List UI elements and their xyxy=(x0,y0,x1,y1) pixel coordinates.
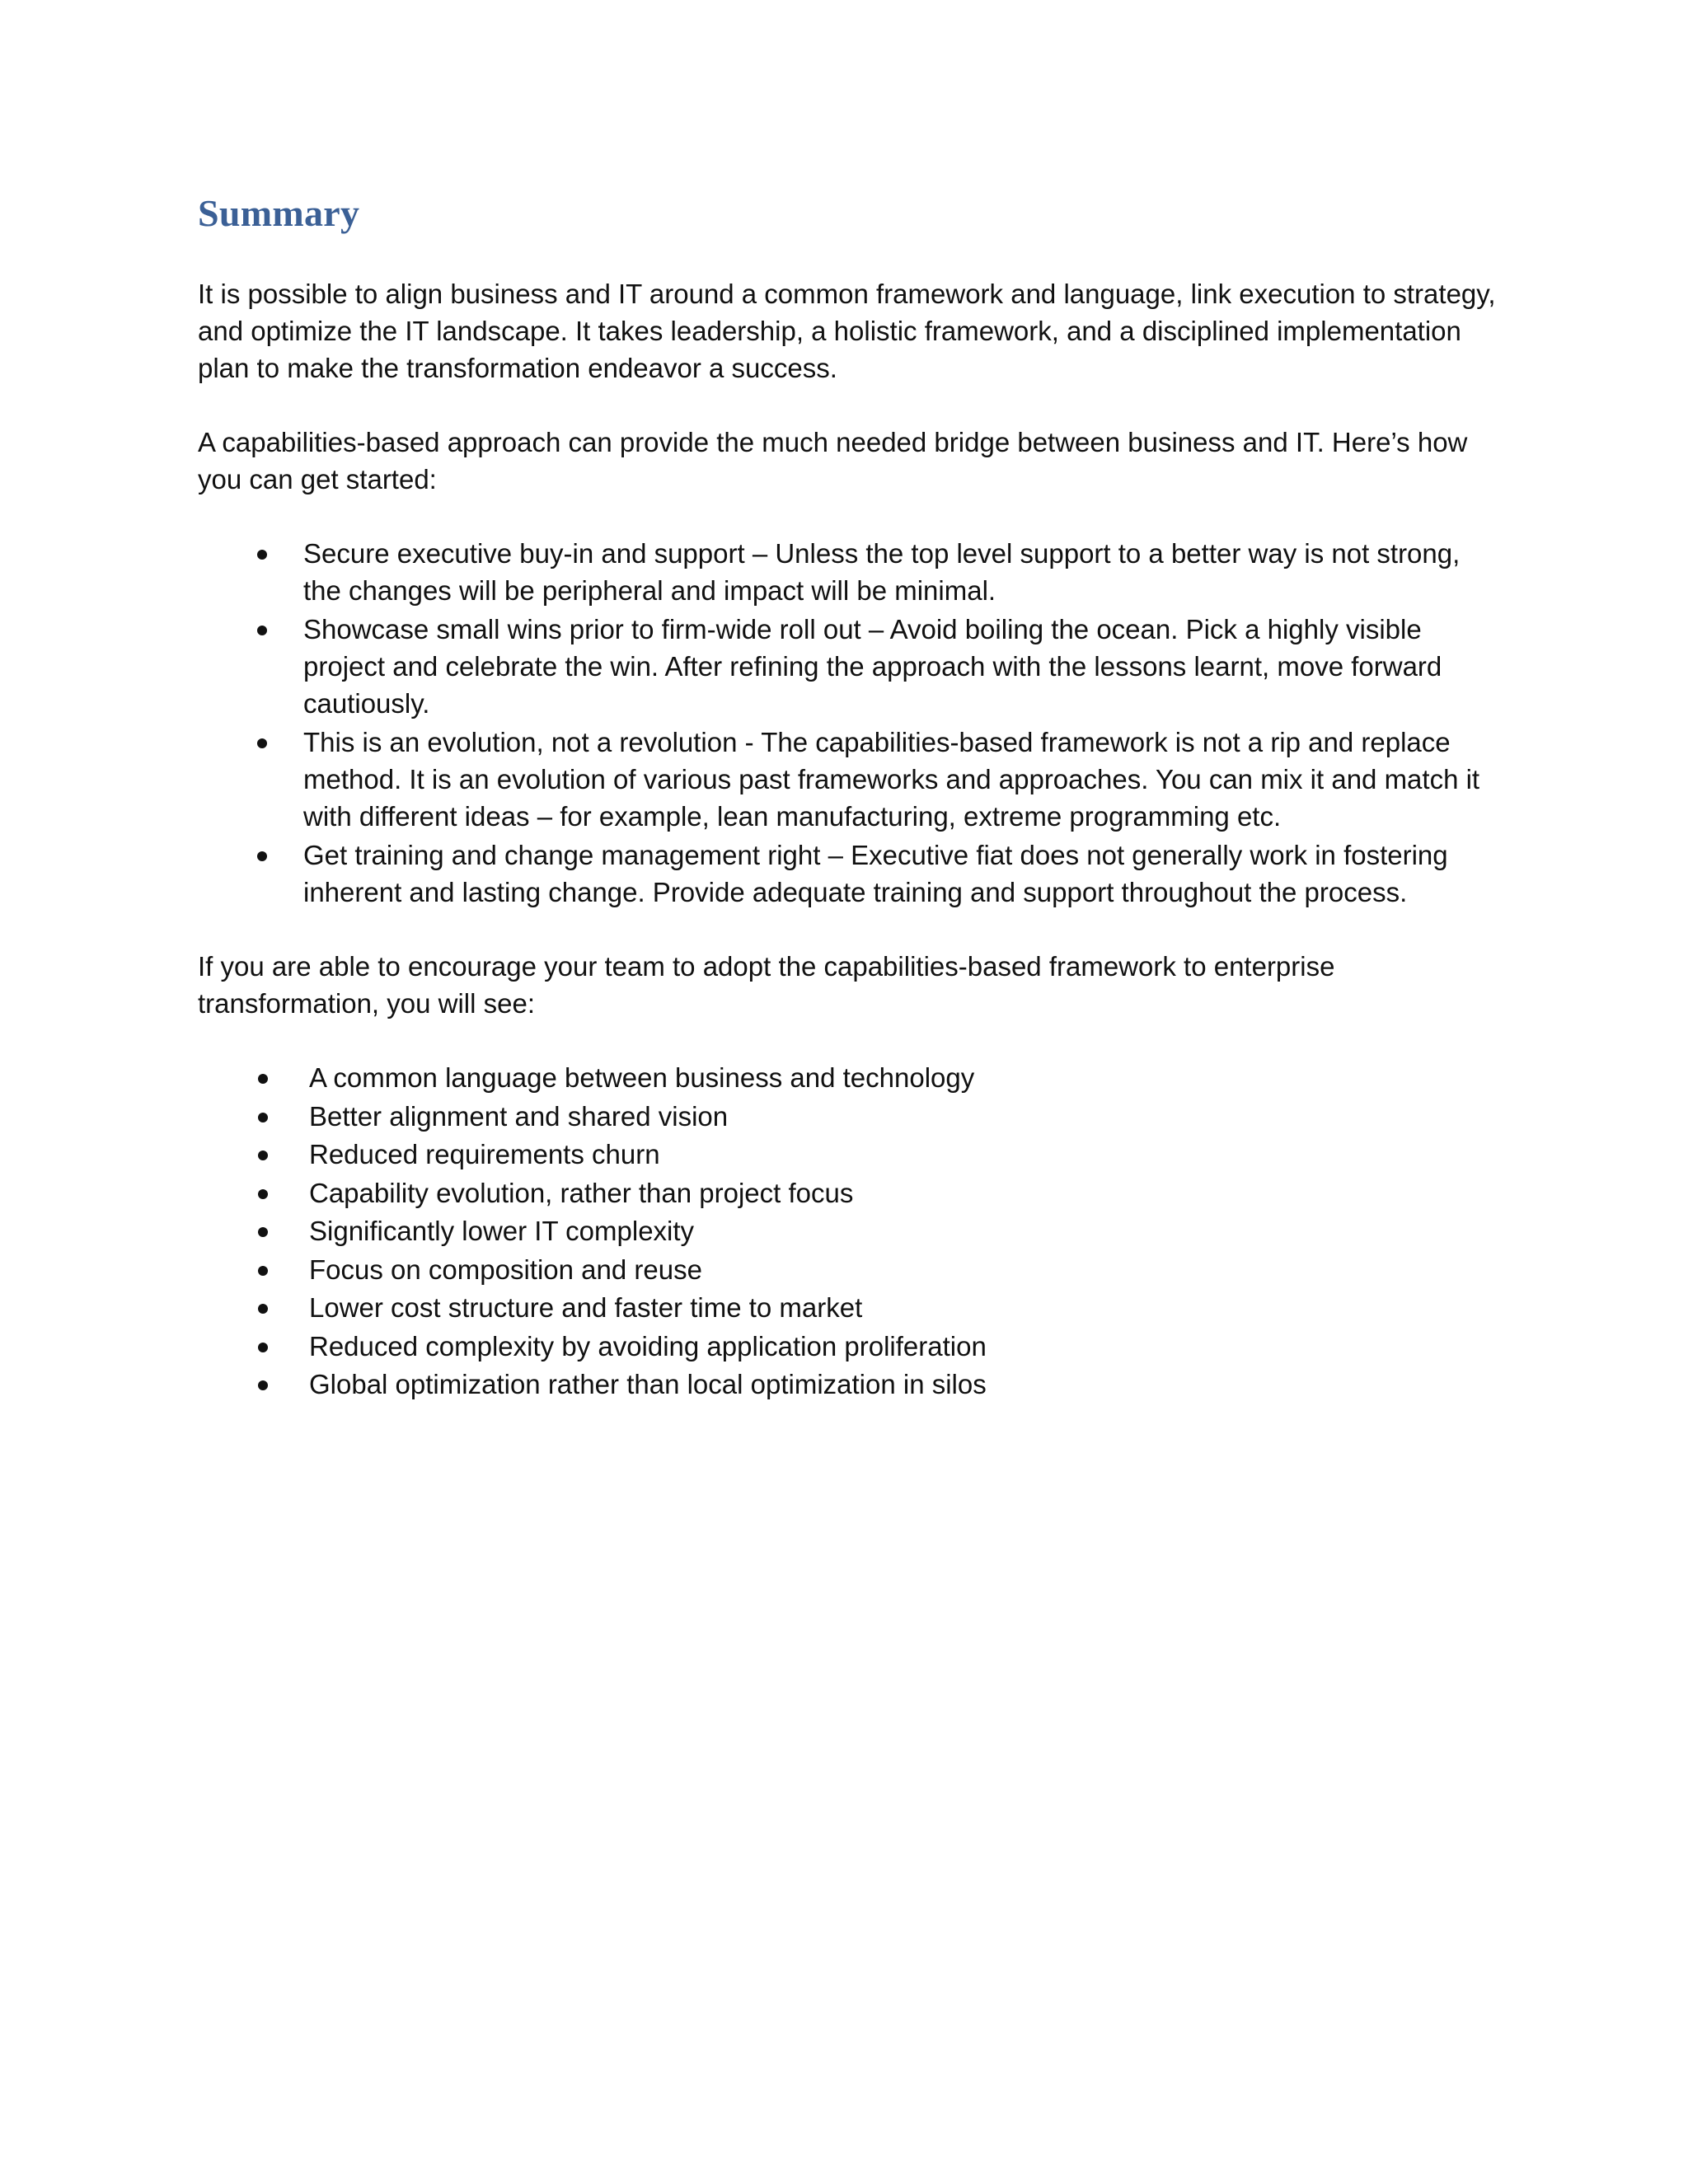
list-item-text: Reduced complexity by avoiding application proliferation xyxy=(309,1330,987,1361)
list-item xyxy=(198,1098,1500,1135)
list-item xyxy=(198,837,1500,911)
bullet-icon xyxy=(258,1074,268,1084)
list-item xyxy=(198,1328,1500,1365)
list-item-text: Better alignment and shared vision xyxy=(309,1100,729,1132)
list-item-text: Secure executive buy-in and support – Unless the top level support to a better way is not strong, the changes will be peripheral and impact will be minimal. xyxy=(303,538,1461,606)
bullet-icon xyxy=(258,1227,268,1237)
list-item-text: Significantly lower IT complexity xyxy=(309,1216,695,1246)
document-page xyxy=(198,194,1500,1440)
list-item xyxy=(198,535,1500,609)
list-item-text: Lower cost structure and faster time to market xyxy=(309,1292,863,1323)
bullet-icon xyxy=(258,1343,268,1352)
approach-paragraph: A capabilities-based approach can provide the much needed bridge between business and IT. Here’s how you can get started: xyxy=(198,427,1468,494)
intro-paragraph: It is possible to align business and IT around a common framework and language, link execution to strategy, and optimize the IT landscape. It takes leadership, a holistic framework, and a disciplined implementation plan to make the transformation endeavor a success. xyxy=(198,279,1496,383)
bullet-icon xyxy=(258,1151,268,1160)
bullet-icon xyxy=(258,1380,268,1390)
list-item xyxy=(198,724,1500,835)
list-item xyxy=(198,1289,1500,1326)
list-item xyxy=(198,1251,1500,1288)
bullet-icon xyxy=(258,1189,268,1199)
list-item-text: A common language between business and technology xyxy=(309,1062,975,1093)
list-item-text: Global optimization rather than local optimization in silos xyxy=(309,1369,987,1399)
bullet-icon xyxy=(258,1266,268,1276)
list-item-text: This is an evolution, not a revolution - The capabilities-based framework is not a rip and replace method. It is an evolution of various past frameworks and approaches. You can mix it and match it with different ideas – for example, lean manufacturing, extreme programming etc. xyxy=(303,727,1480,832)
list-item xyxy=(198,1174,1500,1212)
list-item xyxy=(198,611,1500,722)
list-item-text: Get training and change management right – Executive fiat does not generally work in fostering inherent and lasting change. Provide adequate training and support throughout the process. xyxy=(303,840,1448,907)
list-item xyxy=(198,1366,1500,1403)
getting-started-list xyxy=(198,535,1500,911)
list-item-text: Showcase small wins prior to firm-wide roll out – Avoid boiling the ocean. Pick a highly visible project and celebrate the win. After refining the approach with the lessons learnt, move forward cautiously. xyxy=(303,614,1442,719)
list-item xyxy=(198,1136,1500,1173)
list-item-text: Capability evolution, rather than project focus xyxy=(309,1177,854,1208)
list-item xyxy=(198,1059,1500,1096)
bullet-icon xyxy=(258,1304,268,1314)
benefits-list xyxy=(198,1059,1500,1403)
bullet-icon xyxy=(257,738,267,748)
bullet-icon xyxy=(257,851,267,861)
list-item-text: Focus on composition and reuse xyxy=(309,1254,702,1285)
outcome-paragraph: If you are able to encourage your team to adopt the capabilities-based framework to enterprise transformation, you will see: xyxy=(198,951,1335,1019)
list-item-text: Reduced requirements churn xyxy=(309,1139,660,1169)
section-heading: Summary xyxy=(198,192,360,234)
bullet-icon xyxy=(257,626,267,635)
bullet-icon xyxy=(257,550,267,560)
list-item xyxy=(198,1212,1500,1249)
bullet-icon xyxy=(258,1113,268,1122)
